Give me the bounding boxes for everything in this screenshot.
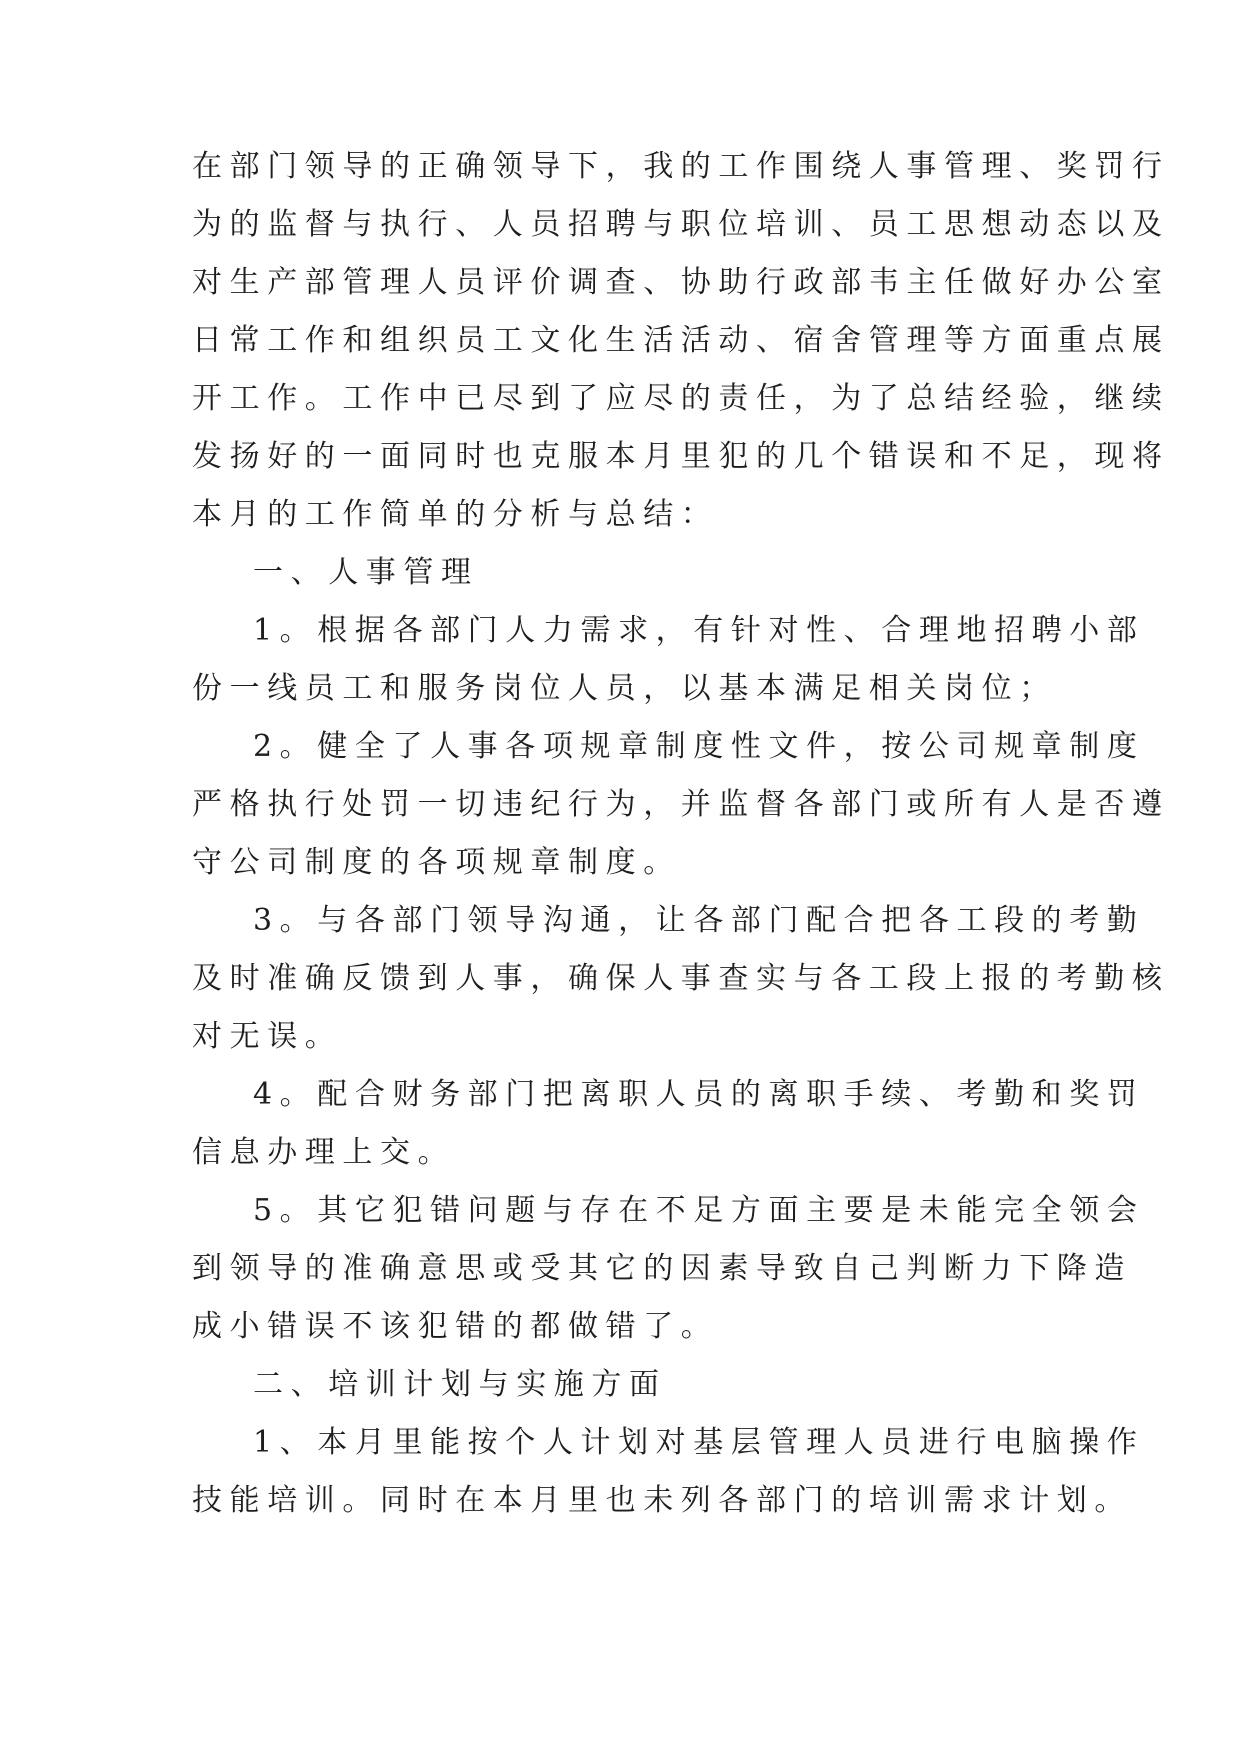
item-5-line-3: 成小错误不该犯错的都做错了。	[192, 1309, 719, 1344]
item-4-line-1: 4。配合财务部门把离职人员的离职手续、考勤和奖罚	[253, 1077, 1145, 1112]
intro-line-2: 为的监督与执行、人员招聘与职位培训、员工思想动态以及	[192, 207, 1170, 242]
item-1-line-1: 1。根据各部门人力需求，有针对性、合理地招聘小部	[253, 613, 1145, 648]
item-5-line-2: 到领导的准确意思或受其它的因素导致自己判断力下降造	[192, 1251, 1132, 1286]
section-heading-personnel: 一、人事管理	[253, 555, 479, 590]
intro-line-4: 日常工作和组织员工文化生活活动、宿舍管理等方面重点展	[192, 323, 1170, 358]
intro-line-1: 在部门领导的正确领导下，我的工作围绕人事管理、奖罚行	[192, 149, 1170, 184]
item-2-line-1: 2。健全了人事各项规章制度性文件，按公司规章制度	[253, 729, 1145, 764]
intro-line-3: 对生产部管理人员评价调查、协助行政部韦主任做好办公室	[192, 265, 1170, 300]
intro-line-5: 开工作。工作中已尽到了应尽的责任，为了总结经验，继续	[192, 381, 1170, 416]
item-3-line-1: 3。与各部门领导沟通，让各部门配合把各工段的考勤	[253, 903, 1145, 938]
section-heading-training: 二、培训计划与实施方面	[253, 1367, 667, 1402]
intro-line-6: 发扬好的一面同时也克服本月里犯的几个错误和不足，现将	[192, 439, 1170, 474]
item-3-line-2: 及时准确反馈到人事，确保人事查实与各工段上报的考勤核	[192, 961, 1170, 996]
item-5-line-1: 5。其它犯错问题与存在不足方面主要是未能完全领会	[253, 1193, 1145, 1228]
training-item-1-line-1: 1、本月里能按个人计划对基层管理人员进行电脑操作	[253, 1425, 1145, 1460]
item-2-line-2: 严格执行处罚一切违纪行为，并监督各部门或所有人是否遵	[192, 787, 1170, 822]
item-1-line-2: 份一线员工和服务岗位人员，以基本满足相关岗位；	[192, 671, 1057, 706]
intro-line-7: 本月的工作简单的分析与总结：	[192, 497, 719, 532]
item-3-line-3: 对无误。	[192, 1019, 343, 1054]
item-2-line-3: 守公司制度的各项规章制度。	[192, 845, 681, 880]
training-item-1-line-2: 技能培训。同时在本月里也未列各部门的培训需求计划。	[192, 1483, 1132, 1518]
item-4-line-2: 信息办理上交。	[192, 1135, 456, 1170]
